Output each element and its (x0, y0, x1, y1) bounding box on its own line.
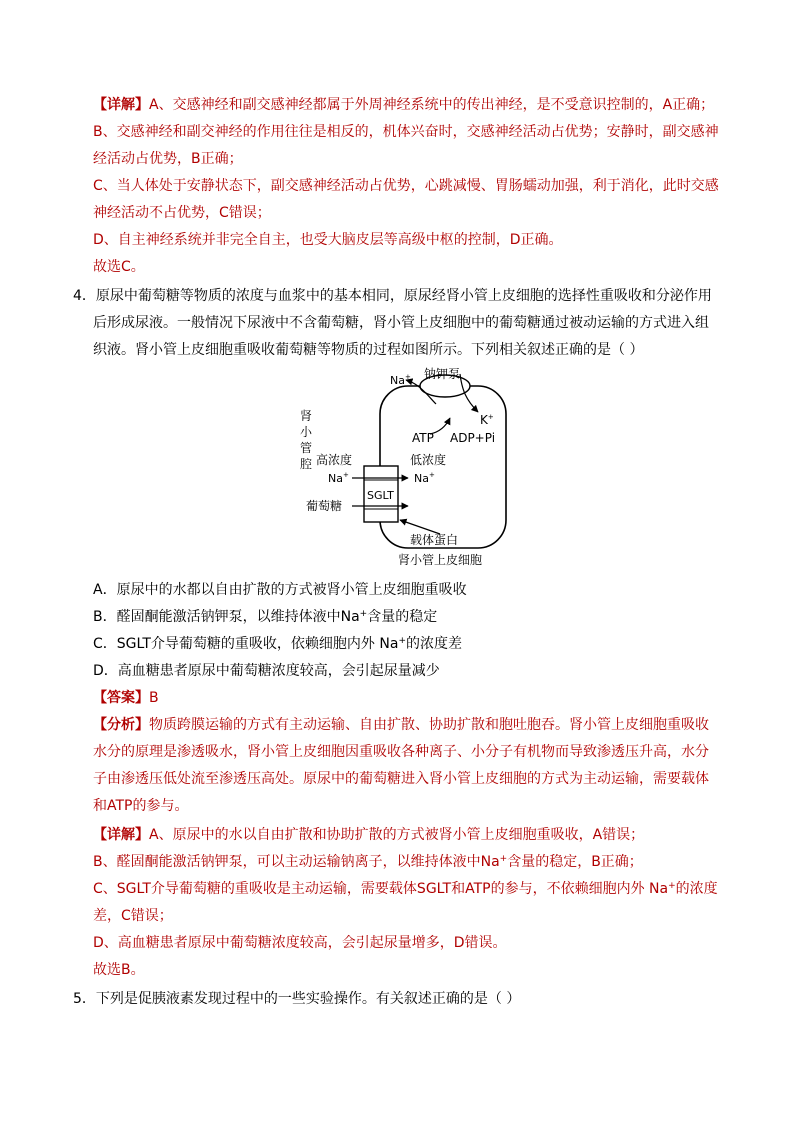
answer-line (93, 689, 159, 707)
option-b-text-2: 含量的稳定 (367, 609, 438, 625)
q3-detail-line-2: B、交感神经和副交神经的作用往往是相反的，机体兴奋时，交感神经活动占优势；安静时，副交感神 (93, 124, 719, 140)
q4-stem-text-1: 原尿中葡萄糖等物质的浓度与血浆中的基本相同，原尿经肾小管上皮细胞的选择性重吸收和分泌作用 (95, 288, 712, 304)
detail-line-2 (93, 853, 643, 871)
option-b (93, 608, 437, 626)
k-label: K+ (480, 413, 494, 427)
answer-value: B (149, 690, 159, 706)
atp-label: ATP (412, 431, 434, 445)
detail-text-3b: 的浓度 (675, 881, 718, 897)
answer-tag: 【答案】 (93, 690, 149, 706)
detail-text-3a: C、SGLT介导葡萄糖的重吸收是主动运输，需要载体SGLT和ATP的参与，不依赖细胞内外 Na (93, 881, 669, 897)
cell-label: 肾小管上皮细胞 (398, 553, 483, 567)
lumen-char-1: 肾 (300, 409, 313, 423)
na-left-label: Na+ (328, 471, 349, 485)
detail-sup-2: + (499, 854, 508, 864)
detail-tag: 【详解】 (93, 97, 149, 113)
carrier-label: 载体蛋白 (410, 533, 459, 547)
low-conc-label: 低浓度 (410, 453, 447, 467)
lumen-char-3: 管 (300, 441, 313, 455)
high-conc-label: 高浓度 (316, 453, 353, 467)
q4-stem-line-3: 织液。肾小管上皮细胞重吸收葡萄糖等物质的过程如图所示。下列相关叙述正确的是（ ） (93, 342, 644, 358)
q3-detail-line-4: C、当人体处于安静状态下，副交感神经活动占优势，心跳减慢、胃肠蠕动加强，利于消化，此时交感 (93, 178, 719, 194)
analysis-line-1 (93, 716, 709, 734)
adp-label: ADP+Pi (450, 431, 496, 445)
q4-stem-line-1 (73, 287, 712, 305)
option-a: A．原尿中的水都以自由扩散的方式被肾小管上皮细胞重吸收 (93, 582, 467, 598)
detail-sup-3: + (668, 881, 676, 891)
q5-stem (73, 990, 520, 1008)
detail-text-2a: B、醛固酮能激活钠钾泵，可以主动运输钠离子，以维持体液中Na (93, 854, 500, 870)
analysis-line-2: 水分的原理是渗透吸水，肾小管上皮细胞因重吸收各种离子、小分子有机物而导致渗透压升高，水分 (93, 744, 709, 760)
q3-detail-line-5: 神经活动不占优势，C错误； (93, 205, 271, 221)
sglt-transport-figure (290, 366, 510, 571)
option-b-sup: + (359, 609, 368, 619)
glucose-label: 葡萄糖 (306, 499, 343, 513)
analysis-text-1: 物质跨膜运输的方式有主动运输、自由扩散、协助扩散和胞吐胞吞。肾小管上皮细胞重吸收 (149, 717, 709, 733)
detail-text-1: A、原尿中的水以自由扩散和协助扩散的方式被肾小管上皮细胞重吸收，A错误； (149, 827, 645, 843)
q3-detail-text-1: A、交感神经和副交感神经都属于外周神经系统中的传出神经，是不受意识控制的，A正确； (149, 97, 715, 113)
detail-line-1 (93, 826, 644, 844)
analysis-line-4: 和ATP的参与。 (93, 798, 189, 814)
lumen-char-2: 小 (300, 425, 313, 439)
q5-number: 5． (73, 991, 96, 1007)
cell-membrane (380, 386, 506, 548)
option-d: D．高血糖患者原尿中葡萄糖浓度较高，会引起尿量减少 (93, 663, 440, 679)
detail-line-5: D、高血糖患者原尿中葡萄糖浓度较高，会引起尿量增多，D错误。 (93, 935, 507, 951)
q4-number: 4． (73, 288, 96, 304)
analysis-line-3: 子由渗透压低处流至渗透压高处。原尿中的葡萄糖进入肾小管上皮细胞的方式为主动运输，需要载体 (93, 771, 709, 787)
analysis-tag: 【分析】 (93, 717, 149, 733)
lumen-char-4: 腔 (300, 457, 313, 471)
option-c-text-2: 的浓度差 (405, 636, 462, 652)
option-c-sup: + (398, 636, 406, 646)
q3-detail-line-1 (93, 96, 714, 114)
pump-label: 钠钾泵 (424, 367, 461, 381)
q4-stem-line-2: 后形成尿液。一般情况下尿液中不含葡萄糖，肾小管上皮细胞中的葡萄糖通过被动运输的方式进入组 (93, 315, 709, 331)
q3-detail-line-3: 经活动占优势，B正确； (93, 151, 243, 167)
option-c (93, 635, 462, 653)
detail-text-2b: 含量的稳定，B正确； (507, 854, 643, 870)
option-b-text-1: B．醛固酮能激活钠钾泵，以维持体液中Na (93, 609, 360, 625)
detail-line-4: 差，C错误； (93, 908, 173, 924)
na-top-label: Na+ (390, 373, 411, 387)
q3-detail-line-7: 故选C。 (93, 259, 145, 275)
detail-line-3 (93, 880, 718, 898)
detail-line-6: 故选B。 (93, 962, 145, 978)
q3-detail-line-6: D、自主神经系统并非完全自主，也受大脑皮层等高级中枢的控制，D正确。 (93, 232, 563, 248)
sglt-label: SGLT (367, 489, 394, 502)
q5-stem-text: 下列是促胰液素发现过程中的一些实验操作。有关叙述正确的是（ ） (95, 991, 521, 1007)
na-right-label: Na+ (414, 471, 435, 485)
option-c-text-1: C．SGLT介导葡萄糖的重吸收，依赖细胞内外 Na (93, 636, 399, 652)
detail-tag-q4: 【详解】 (93, 827, 149, 843)
